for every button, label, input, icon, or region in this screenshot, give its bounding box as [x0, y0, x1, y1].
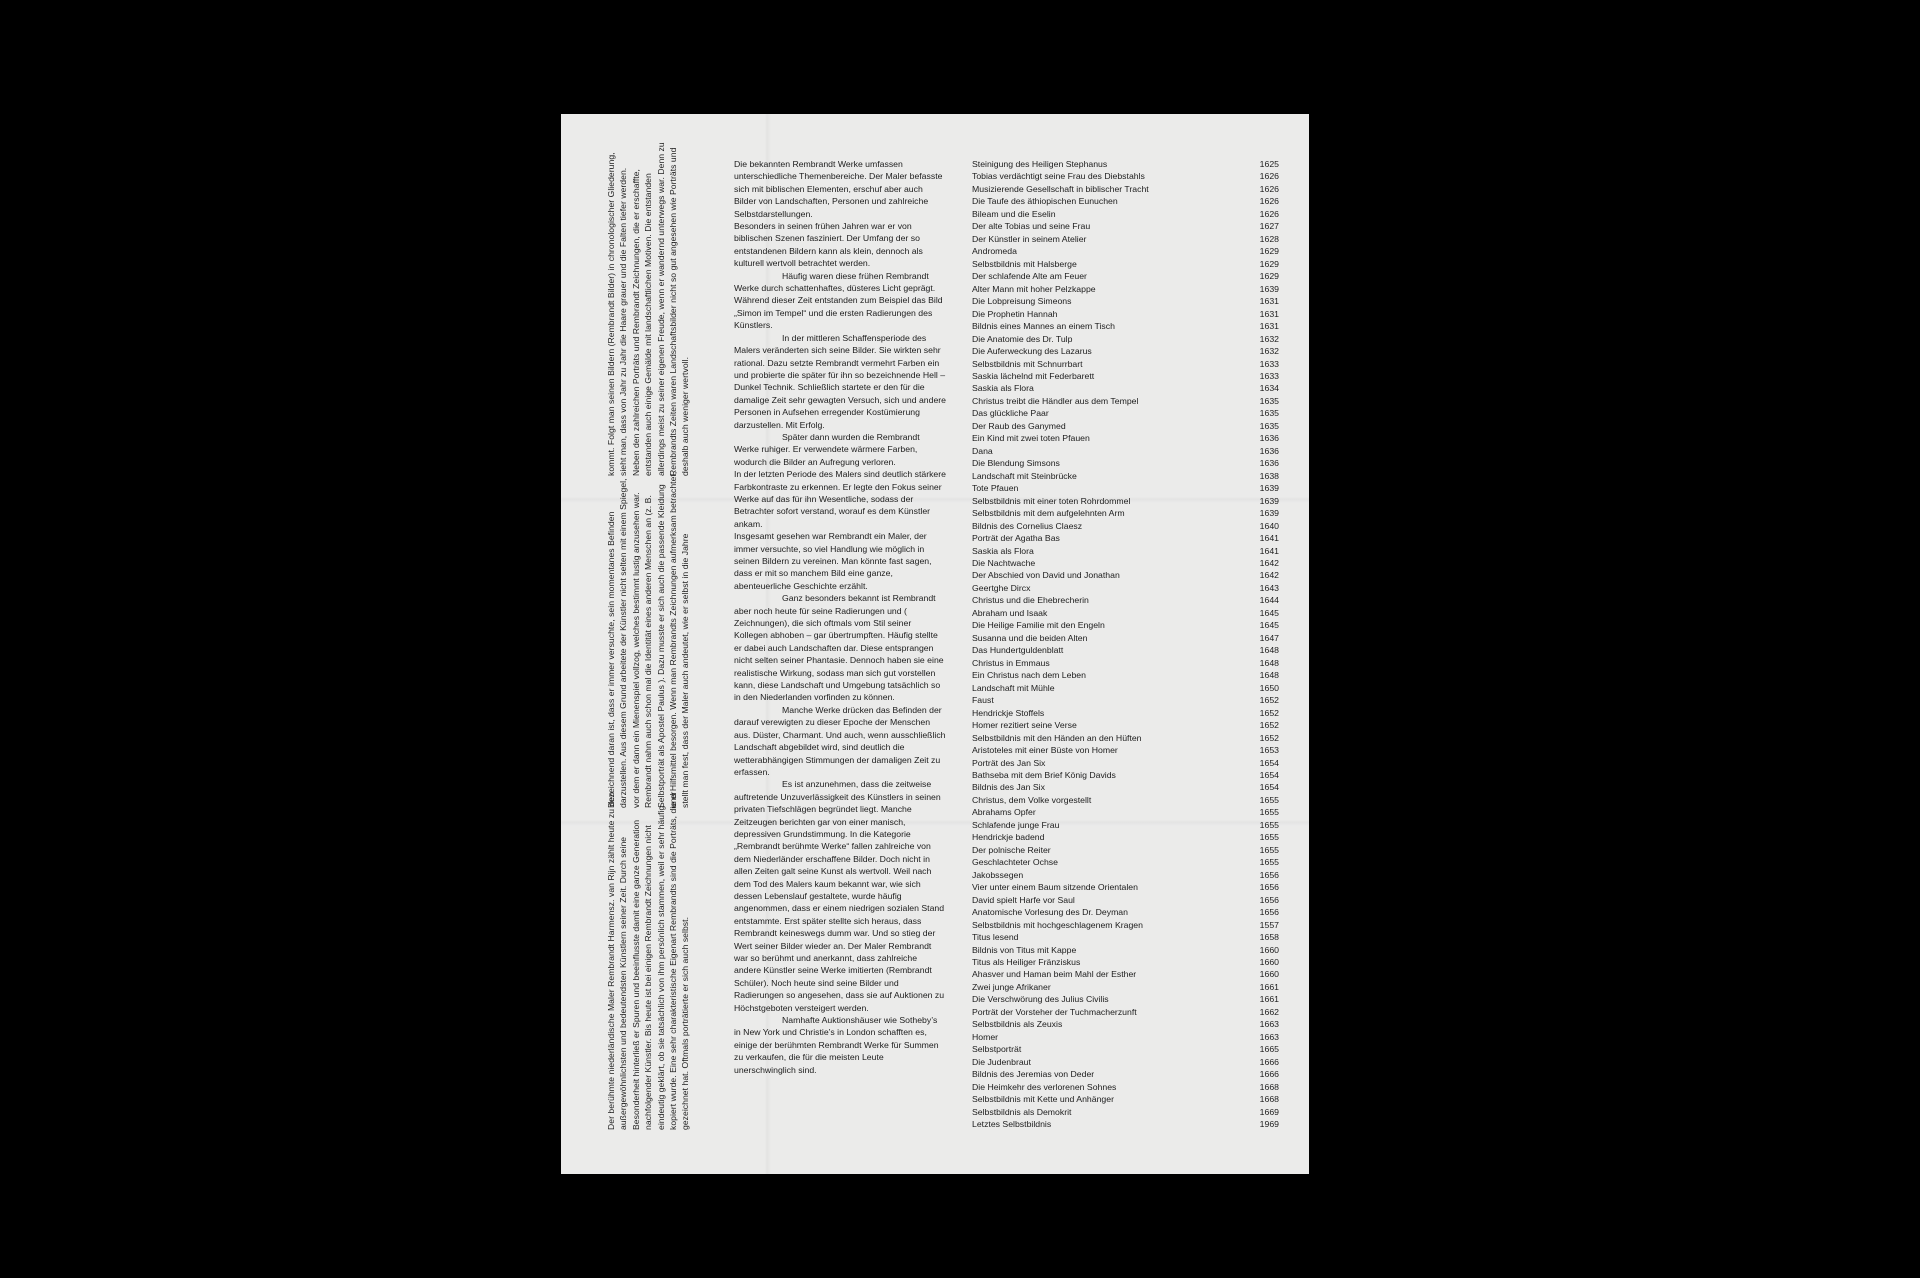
work-year: 1631 [1259, 321, 1279, 332]
work-title: Das glückliche Paar [972, 408, 1049, 419]
works-list-row [972, 1093, 1279, 1105]
works-list-row [972, 657, 1279, 669]
work-year: 1647 [1259, 632, 1279, 643]
work-title: Jakobssegen [972, 869, 1024, 880]
works-list [972, 158, 1279, 1131]
works-list-row [972, 482, 1279, 494]
body-paragraph: Später dann wurden die Rembrandt Werke ruhiger. Er verwendete wärmere Farben, wodurch die Bilder an Aufregung verloren. [734, 431, 920, 467]
work-title: Selbstbildnis mit hochgeschlagenem Kragen [972, 919, 1143, 930]
works-list-row [972, 1018, 1279, 1030]
work-title: Ein Christus nach dem Leben [972, 670, 1086, 681]
rotated-column-2 [605, 468, 715, 808]
work-year: 1655 [1259, 832, 1279, 843]
work-title: Faust [972, 695, 994, 706]
work-title: Die Heimkehr des verlorenen Sohnes [972, 1081, 1117, 1092]
works-list-row [972, 594, 1279, 606]
works-list-row [972, 1031, 1279, 1043]
work-title: Geertghe Dircx [972, 582, 1031, 593]
body-paragraph: Häufig waren diese frühen Rembrandt Werke durch schattenhaftes, düsteres Licht geprägt. Während dieser Zeit entstanden zum Beispiel das Bild „Simon im Tempel“ und die ersten Radierungen des Künstlers. [734, 270, 943, 331]
work-year: 1663 [1259, 1031, 1279, 1042]
works-list-row [972, 719, 1279, 731]
works-list-row [972, 669, 1279, 681]
works-list-row [972, 183, 1279, 195]
works-list-row [972, 769, 1279, 781]
work-year: 1629 [1259, 258, 1279, 269]
work-title: Die Auferweckung des Lazarus [972, 346, 1092, 357]
works-list-row [972, 632, 1279, 644]
works-list-row [972, 470, 1279, 482]
works-list-row [972, 170, 1279, 182]
work-year: 1658 [1259, 932, 1279, 943]
body-paragraph: Besonders in seinen frühen Jahren war er von biblischen Szenen fasziniert. Der Umfang der so entstandenen Bildern kann als klein, dennoch als kulturell wertvoll betrachtet werden. [734, 221, 923, 269]
work-title: Selbstbildnis als Demokrit [972, 1106, 1072, 1117]
work-title: Die Prophetin Hannah [972, 308, 1058, 319]
works-list-row [972, 283, 1279, 295]
work-title: Die Nachtwache [972, 558, 1036, 568]
work-title: Anatomische Vorlesung des Dr. Deyman [972, 907, 1128, 918]
works-list-row [972, 981, 1279, 993]
works-list-row [972, 532, 1279, 544]
work-title: Selbstbildnis als Zeuxis [972, 1019, 1063, 1030]
work-year: 1631 [1259, 308, 1279, 319]
work-title: Selbstbildnis mit einer toten Rohrdommel [972, 495, 1131, 506]
work-title: Hendrickje badend [972, 832, 1045, 843]
work-title: Christus, dem Volke vorgestellt [972, 794, 1092, 805]
works-list-row [972, 956, 1279, 968]
work-title: Der polnische Reiter [972, 844, 1051, 855]
works-list-row [972, 195, 1279, 207]
works-list-row [972, 220, 1279, 232]
work-title: Steinigung des Heiligen Stephanus [972, 159, 1108, 169]
works-list-row [972, 856, 1279, 868]
work-title: Die Anatomie des Dr. Tulp [972, 333, 1073, 344]
work-year: 1660 [1259, 957, 1279, 967]
work-year: 1654 [1259, 757, 1279, 768]
works-list-row [972, 694, 1279, 706]
works-list-row [972, 607, 1279, 619]
work-title: Andromeda [972, 246, 1017, 257]
works-list-row [972, 707, 1279, 719]
work-title: Vier unter einem Baum sitzende Orientalen [972, 882, 1138, 893]
work-title: Titus als Heiliger Fränziskus [972, 957, 1081, 967]
work-year: 1557 [1259, 919, 1279, 930]
works-list-row [972, 931, 1279, 943]
works-list-row [972, 919, 1279, 931]
body-paragraph: Es ist anzunehmen, dass die zeitweise auftretende Unzuverlässigkeit des Künstlers in seinen privaten Tiefschlägen begründet liegt. Manche Zeitzeugen berichten gar von einer manisch, depressiven Grundstimmung. In die Kategorie „Rembrandt berühmte Werke“ fallen zahlreiche von dem Niederländer erschaffene Bilder. Doch nicht in allen Zeiten galt seine Kunst als wertvoll. Weil nach dem Tod des Malers kaum bekannt war, wie sich dessen Lebenslauf gestaltete, wurde häufig angenommen, dass er einem niedrigen sozialen Stand entstammte. Erst später stellte sich heraus, dass Rembrandt keineswegs dumm war. Und so stieg der Wert seiner Bilder wieder an. Der Maler Rembrandt war so berühmt und anerkannt, dass zahlreiche andere Künstler seine Werke imitierten (Rembrandt Schüler). Noch heute sind seine Bilder und Radierungen so angesehen, dass sie auf Auktionen zu Höchstgeboten versteigert werden. [734, 779, 945, 1013]
work-year: 1641 [1259, 533, 1279, 544]
works-list-row [972, 831, 1279, 843]
work-year: 1642 [1259, 570, 1279, 581]
works-list-row [972, 295, 1279, 307]
body-paragraph: Die bekannten Rembrandt Werke umfassen unterschiedliche Themenbereiche. Der Maler befasste sich mit biblischen Elementen, erschuf aber auch Bilder von Landschaften, Personen und zahlreiche Selbstdarstellungen. [734, 159, 943, 219]
works-list-row [972, 844, 1279, 856]
work-year: 1639 [1259, 495, 1279, 506]
work-title: Bildnis von Titus mit Kappe [972, 944, 1077, 955]
works-list-row [972, 993, 1279, 1005]
works-list-row [972, 320, 1279, 332]
work-year: 1643 [1259, 582, 1279, 593]
work-year: 1652 [1259, 707, 1279, 718]
work-title: Christus treibt die Händler aus dem Tempel [972, 395, 1139, 406]
work-year: 1636 [1259, 433, 1279, 444]
work-year: 1669 [1259, 1106, 1279, 1117]
work-title: Bildnis eines Mannes an einem Tisch [972, 321, 1115, 332]
work-title: Die Judenbraut [972, 1056, 1031, 1067]
work-year: 1636 [1259, 445, 1279, 456]
work-title: Die Blendung Simsons [972, 458, 1060, 469]
work-year: 1668 [1259, 1094, 1279, 1105]
work-title: Der Künstler in seinem Atelier [972, 233, 1087, 244]
work-title: Das Hundertguldenblatt [972, 645, 1064, 656]
poster-sheet [561, 114, 1309, 1174]
works-list-row [972, 420, 1279, 432]
work-title: Susanna und die beiden Alten [972, 632, 1088, 643]
body-paragraph: In der mittleren Schaffensperiode des Malers veränderten sich seine Bilder. Sie wirkten sehr rational. Dazu setzte Rembrandt vermehrt Farben ein und probierte die später für ihn so bezeichnende Hell – Dunkel Technik. Schließlich startete er den für die damalige Zeit sehr gewagten Versuch, sich und andere Personen in Aufsehen erregender Kostümierung darzustellen. Mit Erfolg. [734, 332, 947, 430]
work-year: 1635 [1259, 408, 1279, 419]
work-title: Der Abschied von David und Jonathan [972, 570, 1120, 581]
work-year: 1632 [1259, 346, 1279, 357]
work-year: 1631 [1259, 296, 1279, 307]
work-year: 1650 [1259, 682, 1279, 693]
work-title: Schlafende junge Frau [972, 819, 1060, 830]
work-title: Homer rezitiert seine Verse [972, 720, 1077, 731]
work-title: Saskia lächelnd mit Federbarett [972, 370, 1095, 381]
work-title: Selbstbildnis mit Schnurrbart [972, 358, 1083, 369]
works-list-row [972, 1068, 1279, 1080]
works-list-row [972, 1006, 1279, 1018]
work-title: Porträt der Vorsteher der Tuchmacherzunft [972, 1006, 1137, 1017]
work-year: 1656 [1259, 907, 1279, 918]
work-title: Der alte Tobias und seine Frau [972, 221, 1091, 232]
work-title: Der schlafende Alte am Feuer [972, 271, 1087, 282]
works-list-row [972, 233, 1279, 245]
work-year: 1660 [1259, 944, 1279, 955]
work-title: Porträt der Agatha Bas [972, 533, 1060, 544]
work-title: Die Verschwörung des Julius Civilis [972, 994, 1109, 1005]
body-paragraph: Manche Werke drücken das Befinden der darauf verewigten zu dieser Epoche der Menschen aus. Düster, Charmant. Und auch, wenn ausschließlich Landschaft abgebildet wird, sind deutlich die wetterabhängigen Stimmungen der damaligen Zeit zu erfassen. [734, 704, 946, 777]
works-list-row [972, 1118, 1279, 1130]
work-year: 1638 [1259, 470, 1279, 481]
work-title: Alter Mann mit hoher Pelzkappe [972, 283, 1096, 294]
works-list-row [972, 757, 1279, 769]
works-list-row [972, 869, 1279, 881]
work-year: 1641 [1259, 545, 1279, 556]
work-year: 1668 [1259, 1081, 1279, 1092]
work-title: Titus lesend [972, 932, 1019, 943]
work-title: Bileam und die Eselin [972, 208, 1056, 219]
works-list-row [972, 308, 1279, 320]
work-title: Landschaft mit Steinbrücke [972, 470, 1077, 481]
work-title: Homer [972, 1031, 999, 1042]
work-title: Abraham und Isaak [972, 607, 1048, 618]
works-list-row [972, 258, 1279, 270]
work-title: Abrahams Opfer [972, 807, 1036, 818]
work-year: 1655 [1259, 794, 1279, 805]
works-list-row [972, 1043, 1279, 1055]
work-year: 1655 [1259, 807, 1279, 818]
work-year: 1656 [1259, 894, 1279, 905]
works-list-row [972, 1081, 1279, 1093]
work-year: 1666 [1259, 1056, 1279, 1067]
works-list-row [972, 732, 1279, 744]
work-year: 1645 [1259, 620, 1279, 631]
works-list-row [972, 520, 1279, 532]
work-year: 1648 [1259, 657, 1279, 668]
work-year: 1635 [1259, 420, 1279, 431]
work-year: 1661 [1259, 981, 1279, 992]
rotated-paragraph: kommt. Folgt man seinen Bildern (Rembrandt Bilder) in chronologischer Gliederung, sieht man, dass von Jahr zu Jahr die Haare grauer und die Falten tiefer werden. [606, 152, 629, 476]
works-list-row [972, 495, 1279, 507]
works-list-row [972, 781, 1279, 793]
work-title: Bildnis des Cornelius Claesz [972, 520, 1083, 531]
work-year: 1635 [1259, 395, 1279, 406]
work-title: Selbstporträt [972, 1044, 1022, 1055]
work-year: 1629 [1259, 246, 1279, 257]
works-list-row [972, 358, 1279, 370]
work-year: 1662 [1259, 1006, 1279, 1017]
works-list-row [972, 806, 1279, 818]
work-title: Selbstbildnis mit Kette und Anhänger [972, 1094, 1114, 1105]
work-year: 1653 [1259, 745, 1279, 756]
work-year: 1654 [1259, 782, 1279, 793]
work-year: 1656 [1259, 869, 1279, 880]
works-list-row [972, 1106, 1279, 1118]
work-year: 1661 [1259, 994, 1279, 1005]
work-year: 1628 [1259, 233, 1279, 244]
work-title: Bildnis des Jeremias von Deder [972, 1069, 1095, 1080]
work-title: Geschlachteter Ochse [972, 857, 1058, 868]
works-list-row [972, 881, 1279, 893]
work-title: David spielt Harfe vor Saul [972, 894, 1075, 905]
work-year: 1642 [1259, 558, 1279, 568]
works-list-row [972, 1056, 1279, 1068]
work-title: Landschaft mit Mühle [972, 682, 1055, 693]
work-year: 1644 [1259, 595, 1279, 606]
works-list-row [972, 744, 1279, 756]
works-list-row [972, 619, 1279, 631]
works-list-row [972, 245, 1279, 257]
works-list-row [972, 569, 1279, 581]
work-title: Bildnis des Jan Six [972, 782, 1045, 793]
work-year: 1652 [1259, 732, 1279, 743]
rotated-column-3 [605, 136, 715, 476]
work-title: Tote Pfauen [972, 483, 1019, 494]
rotated-column-1 [605, 790, 715, 1130]
work-title: Die Heilige Familie mit den Engeln [972, 620, 1105, 631]
work-title: Tobias verdächtigt seine Frau des Diebstahls [972, 171, 1145, 182]
work-year: 1655 [1259, 844, 1279, 855]
work-year: 1655 [1259, 819, 1279, 830]
work-year: 1633 [1259, 370, 1279, 381]
works-list-row [972, 445, 1279, 457]
body-paragraph: In der letzten Periode des Malers sind deutlich stärkere Farbkontraste zu erkennen. Er legte den Fokus seiner Werke auf das für ihn Wesentliche, sodass der Betrachter sofort verstand, worauf es dem Künstler ankam. [734, 469, 946, 529]
work-year: 1626 [1259, 208, 1279, 219]
works-list-row [972, 906, 1279, 918]
work-year: 1665 [1259, 1044, 1279, 1055]
work-title: Selbstbildnis mit Halsberge [972, 258, 1077, 269]
work-year: 1629 [1259, 271, 1279, 282]
work-year: 1626 [1259, 183, 1279, 194]
work-title: Christus in Emmaus [972, 657, 1050, 668]
work-title: Musizierende Gesellschaft in biblischer Tracht [972, 183, 1149, 194]
works-list-row [972, 894, 1279, 906]
work-title: Die Lobpreisung Simeons [972, 296, 1072, 307]
work-year: 1634 [1259, 383, 1279, 394]
work-year: 1626 [1259, 171, 1279, 182]
works-list-row [972, 582, 1279, 594]
work-year: 1626 [1259, 196, 1279, 207]
body-paragraph: Ganz besonders bekannt ist Rembrandt aber noch heute für seine Radierungen und ( Zeichnungen), die sich oftmals vom Stil seiner Kollegen abhoben – gar übertrumpften. Häufig stellte er dabei auch Landschaften dar. Diese entsprangen nicht selten seiner Phantasie. Dennoch haben sie eine realistische Wirkung, sodass man sich gut vorstellen kann, diese Landschaft und Umgebung tatsächlich so in den Niederlanden vorfinden zu können. [734, 593, 944, 703]
work-title: Porträt des Jan Six [972, 757, 1046, 768]
works-list-row [972, 545, 1279, 557]
work-year: 1648 [1259, 645, 1279, 656]
work-title: Christus und die Ehebrecherin [972, 595, 1089, 606]
work-year: 1663 [1259, 1019, 1279, 1030]
work-title: Zwei junge Afrikaner [972, 981, 1051, 992]
work-year: 1969 [1259, 1119, 1279, 1130]
work-title: Ahasver und Haman beim Mahl der Esther [972, 969, 1137, 980]
works-list-row [972, 407, 1279, 419]
work-title: Dana [972, 445, 993, 456]
work-year: 1652 [1259, 695, 1279, 706]
work-year: 1627 [1259, 221, 1279, 232]
works-list-row [972, 557, 1279, 569]
works-list-row [972, 794, 1279, 806]
works-list-row [972, 270, 1279, 282]
work-year: 1639 [1259, 283, 1279, 294]
work-year: 1655 [1259, 857, 1279, 868]
body-paragraph: Namhafte Auktionshäuser wie Sotheby’s in New York und Christie’s in London schafften es, einige der berühmten Rembrandt Werke für Summen zu verkaufen, die für die meisten Leute unerschwinglich sind. [734, 1015, 939, 1075]
work-title: Der Raub des Ganymed [972, 420, 1066, 431]
work-year: 1639 [1259, 483, 1279, 494]
works-list-row [972, 507, 1279, 519]
works-list-row [972, 395, 1279, 407]
work-year: 1660 [1259, 969, 1279, 980]
work-title: Die Taufe des äthiopischen Eunuchen [972, 196, 1118, 207]
work-title: Bathseba mit dem Brief König Davids [972, 769, 1116, 780]
work-title: Saskia als Flora [972, 545, 1034, 556]
works-list-row [972, 682, 1279, 694]
works-list-row [972, 158, 1279, 170]
rotated-paragraph: Neben den zahlreichen Porträts und Rembrandt Zeichnungen, die er erschaffte, entstanden auch einige Gemälde mit landschaftlichen Motiven. Die entstanden allerdings meist zu seiner eigenen Freude, wenn er wandernd unterwegs war. Denn zu Rembrandts Zeiten waren Landschaftsbilder nicht so gut angesehen wie Porträts und deshalb auch weniger wertvoll. [630, 142, 691, 476]
work-year: 1656 [1259, 882, 1279, 893]
work-year: 1639 [1259, 508, 1279, 519]
works-list-row [972, 382, 1279, 394]
works-list-row [972, 208, 1279, 220]
work-year: 1648 [1259, 670, 1279, 681]
works-list-row [972, 432, 1279, 444]
works-list-row [972, 370, 1279, 382]
work-title: Letztes Selbstbildnis [972, 1119, 1052, 1130]
work-year: 1625 [1259, 159, 1279, 169]
work-year: 1654 [1259, 769, 1279, 780]
works-list-row [972, 644, 1279, 656]
work-year: 1645 [1259, 607, 1279, 618]
rotated-paragraph: Bezeichnend daran ist, dass er immer versuchte, sein momentanes Befinden darzustellen. Aus diesem Grund arbeitete der Künstler nicht selten mit einem Spiegel, vor dem er dann ein Mienenspiel vollzog, welches bestimmt lustig anzusehen war. Rembrandt nahm auch schon mal die Identität eines anderen Menschen an (z. B. Selbstporträt als Apostel Paulus ). Dazu musste er sich auch die passende Kleidung und Hilfsmittel besorgen. Wenn man Rembrandts Zeichnungen aufmerksam betrachtet, stellt man fest, dass der Maler auch andeutet, wie er selbst in die Jahre [606, 471, 691, 808]
work-year: 1633 [1259, 358, 1279, 369]
work-year: 1666 [1259, 1069, 1279, 1080]
work-year: 1636 [1259, 458, 1279, 469]
works-list-row [972, 944, 1279, 956]
work-title: Hendrickje Stoffels [972, 707, 1045, 718]
works-list-row [972, 968, 1279, 980]
body-paragraph: Insgesamt gesehen war Rembrandt ein Maler, der immer versuchte, so viel Handlung wie möglich in seinen Bildern zu vereinen. Man könnte fast sagen, dass er mit so manchem Bild eine ganze, abenteuerliche Geschichte erzählt. [734, 531, 932, 591]
works-list-row [972, 457, 1279, 469]
work-title: Selbstbildnis mit den Händen an den Hüften [972, 732, 1142, 743]
work-title: Aristoteles mit einer Büste von Homer [972, 745, 1118, 756]
works-list-row [972, 333, 1279, 345]
works-list-row [972, 819, 1279, 831]
work-year: 1632 [1259, 333, 1279, 344]
body-text-column [734, 158, 946, 1076]
rotated-paragraph: Der berühmte niederländische Maler Rembrandt Harmensz. van Rijn zählt heute zu den außergewöhnlichsten und bedeutendsten Künstlern seiner Zeit. Durch seine Besonderheit hinterließ er Spuren und beeinflusste damit eine ganze Generation nachfolgender Künstler. Bis heute ist bei einigen Rembrandt Zeichnungen nicht eindeutig geklärt, ob sie tatsächlich von ihm persönlich stammen, weil er sehr häufig kopiert wurde. Eine sehr charakteristische Eigenart Rembrandts sind die Porträts, die er gezeichnet hat. Oftmals porträtierte er sich auch selbst. [606, 791, 691, 1130]
work-title: Ein Kind mit zwei toten Pfauen [972, 433, 1090, 444]
work-year: 1640 [1259, 520, 1279, 531]
work-year: 1652 [1259, 720, 1279, 731]
work-title: Selbstbildnis mit dem aufgelehnten Arm [972, 508, 1125, 519]
works-list-row [972, 345, 1279, 357]
work-title: Saskia als Flora [972, 383, 1034, 394]
